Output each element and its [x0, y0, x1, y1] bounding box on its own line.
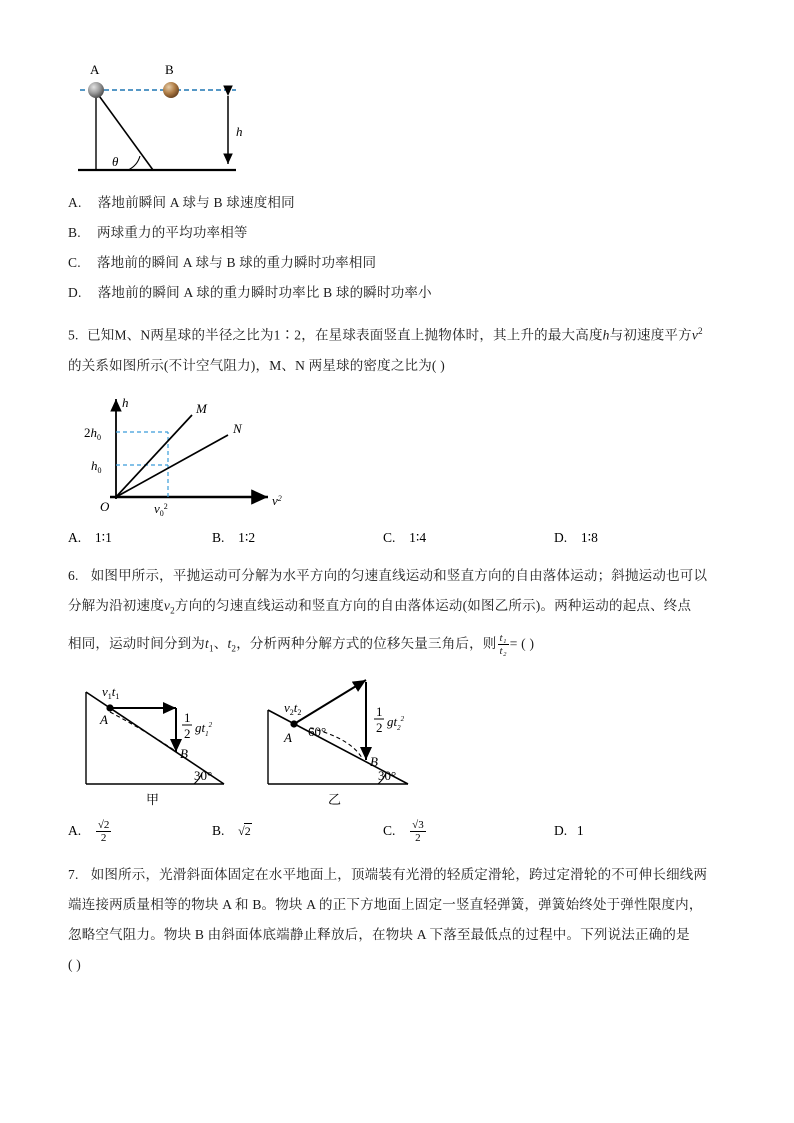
option-row[interactable]	[383, 818, 554, 844]
option-text: 落地前的瞬间 A 球与 B 球的重力瞬时功率相同	[96, 255, 377, 270]
question6-figures	[68, 672, 728, 812]
figure-jia	[76, 672, 276, 808]
question6-options	[68, 818, 728, 844]
option-row[interactable]	[68, 525, 212, 551]
fraction-denominator: t₂	[499, 645, 507, 658]
option-key: A.	[68, 195, 82, 210]
option-key: C.	[383, 822, 396, 838]
gt-term: $gt_1^2$	[195, 719, 213, 738]
series-label-m: M	[196, 400, 207, 416]
question5-text-b: 与初速度平方	[609, 327, 692, 343]
question6-line3	[68, 625, 728, 668]
ball-a-label: A	[90, 62, 100, 77]
option-key: D.	[554, 823, 568, 839]
ball-b-label: B	[165, 62, 174, 77]
question6-line1	[68, 561, 728, 591]
xtick-v0sq: $v_0^2$	[154, 500, 168, 518]
option-row[interactable]	[68, 818, 212, 844]
figure-caption: 甲	[146, 791, 160, 807]
question6	[68, 561, 728, 668]
question5	[68, 316, 728, 381]
question6-number: 6.	[68, 567, 79, 583]
option-key: B.	[212, 823, 225, 839]
fraction-denominator: 2	[376, 719, 383, 735]
option-key: D.	[554, 529, 568, 545]
t2-subscript: 2	[231, 643, 237, 654]
option-row[interactable]	[68, 218, 728, 248]
point-b-label: B	[180, 745, 188, 761]
t2-symbol: t	[227, 636, 232, 652]
figure-yi	[258, 672, 468, 808]
angle-label: θ	[112, 154, 119, 169]
option-key: C.	[383, 529, 396, 545]
question6-sep: 、	[213, 636, 228, 652]
question5-text-a: 已知M、N两星球的半径之比为1∶2，在星球表面竖直上抛物体时，其上升的最大高度	[87, 327, 603, 343]
incline-angle-label: 30°	[194, 767, 213, 783]
fraction-denominator: 2	[184, 725, 191, 741]
question5-number: 5.	[68, 327, 79, 343]
point-a-label: A	[284, 729, 292, 745]
question6-text: 如图甲所示，平抛运动可分解为水平方向的匀速直线运动和竖直方向的自由落体运动；斜抛运动也可以	[90, 567, 708, 583]
vector-horizontal-label: $v_1t_1$	[102, 683, 120, 701]
fraction-numerator: 1	[184, 709, 191, 725]
t1-symbol: t	[205, 636, 209, 652]
point-b-label: B	[370, 753, 378, 769]
question7	[68, 860, 728, 980]
question7-line1	[68, 860, 728, 890]
chart-xlabel: $v^2$	[272, 492, 282, 508]
velocity-exponent: 2	[698, 326, 703, 336]
series-line-m	[116, 415, 192, 497]
option-key: A.	[68, 822, 82, 838]
question6-text-b: 方向的匀速直线运动和竖直方向的自由落体运动(如图乙所示)。两种运动的起点、终点	[174, 597, 692, 613]
option-text: 落地前的瞬间 A 球的重力瞬时功率比 B 球的瞬时功率小	[97, 285, 432, 300]
option-text: 1	[576, 823, 584, 839]
question6-line2	[68, 591, 728, 626]
fraction-numerator: √3	[412, 818, 424, 831]
series-line-n	[116, 435, 228, 497]
option-row[interactable]	[68, 248, 728, 278]
fraction-denominator: 2	[100, 831, 107, 844]
question7-line3: 忽略空气阻力。物块 B 由斜面体底端静止释放后，在物块 A 下落至最低点的过程中。下列说法正确的是	[68, 927, 690, 943]
gt-term: $gt_2^2$	[387, 713, 405, 732]
option-value-fraction	[410, 819, 426, 845]
option-text: 1∶8	[580, 529, 598, 545]
option-row[interactable]	[383, 525, 554, 551]
fraction-denominator: 2	[415, 831, 421, 844]
height-label: h	[236, 124, 243, 139]
option-value-radical: √2	[238, 824, 251, 839]
chart-origin-label: O	[100, 498, 110, 514]
option-key: C.	[68, 255, 81, 270]
option-row[interactable]	[554, 818, 584, 844]
h-vsquared-chart	[76, 387, 728, 523]
incline-angle-label: 30°	[378, 767, 397, 783]
option-key: B.	[212, 529, 225, 545]
option-text: 1∶2	[238, 529, 256, 545]
option-text: 1∶4	[409, 529, 427, 545]
option-row[interactable]	[68, 278, 728, 308]
document-body	[68, 0, 728, 980]
vector-initial-velocity	[294, 680, 366, 724]
option-value-fraction	[96, 819, 112, 845]
series-label-n: N	[233, 420, 242, 436]
t1-subscript: 1	[208, 643, 214, 654]
question7-line2: 端连接两质量相等的物块 A 和 B。物块 A 的正下方地面上固定一竖直轻弹簧，弹簧始终处于弹性限度内，	[68, 897, 703, 913]
fraction-numerator: √2	[97, 818, 110, 831]
launch-angle-label: 60°	[308, 723, 327, 739]
question5-options	[68, 525, 728, 551]
chart-ylabel: h	[122, 394, 129, 410]
time-ratio-fraction	[498, 632, 509, 658]
question7-text: 如图所示，光滑斜面体固定在水平地面上，顶端装有光滑的轻质定滑轮，跨过定滑轮的不可伸长细线两	[90, 867, 708, 883]
fraction-numerator: t₁	[499, 631, 507, 644]
v2-symbol: v	[163, 597, 171, 613]
option-key: A.	[68, 529, 82, 545]
question7-line4: ( )	[68, 957, 81, 973]
question6-text-c: ，分析两种分解方式的位移矢量三角后，则	[236, 636, 497, 652]
vector-initial-velocity-label: $v_2t_2$	[284, 699, 302, 717]
point-a-label: A	[100, 711, 108, 727]
option-key: D.	[68, 285, 82, 300]
option-row[interactable]	[212, 818, 383, 844]
option-text: 两球重力的平均功率相等	[96, 225, 248, 240]
ytick-2h0: $2h_0$	[84, 424, 101, 442]
v2-subscript: 2	[170, 605, 175, 616]
question6-text-a: 相同，运动时间分到为	[68, 636, 205, 652]
velocity-symbol: v	[691, 327, 699, 343]
question6-text-d: = ( )	[509, 636, 535, 652]
vector-vertical-label	[374, 704, 405, 735]
question5-line2: 的关系如图所示(不计空气阻力)，M、N 两星球的密度之比为( )	[68, 357, 445, 373]
figure-caption: 乙	[328, 791, 342, 807]
height-symbol: h	[602, 327, 610, 343]
question4-options	[68, 188, 728, 308]
option-text: 1∶1	[94, 529, 112, 545]
option-text: 落地前瞬间 A 球与 B 球速度相同	[97, 195, 295, 210]
ytick-h0: $h_0$	[91, 457, 102, 475]
option-key: B.	[68, 225, 81, 240]
vector-vertical-label	[182, 710, 213, 741]
fraction-numerator: 1	[376, 703, 383, 719]
trajectory-dashed	[110, 712, 174, 750]
option-row[interactable]	[554, 525, 598, 551]
question5-line1	[68, 316, 728, 351]
question6-text-a: 分解为沿初速度	[68, 597, 164, 613]
option-row[interactable]	[212, 525, 383, 551]
option-row[interactable]	[68, 188, 728, 218]
question7-number: 7.	[68, 867, 79, 883]
